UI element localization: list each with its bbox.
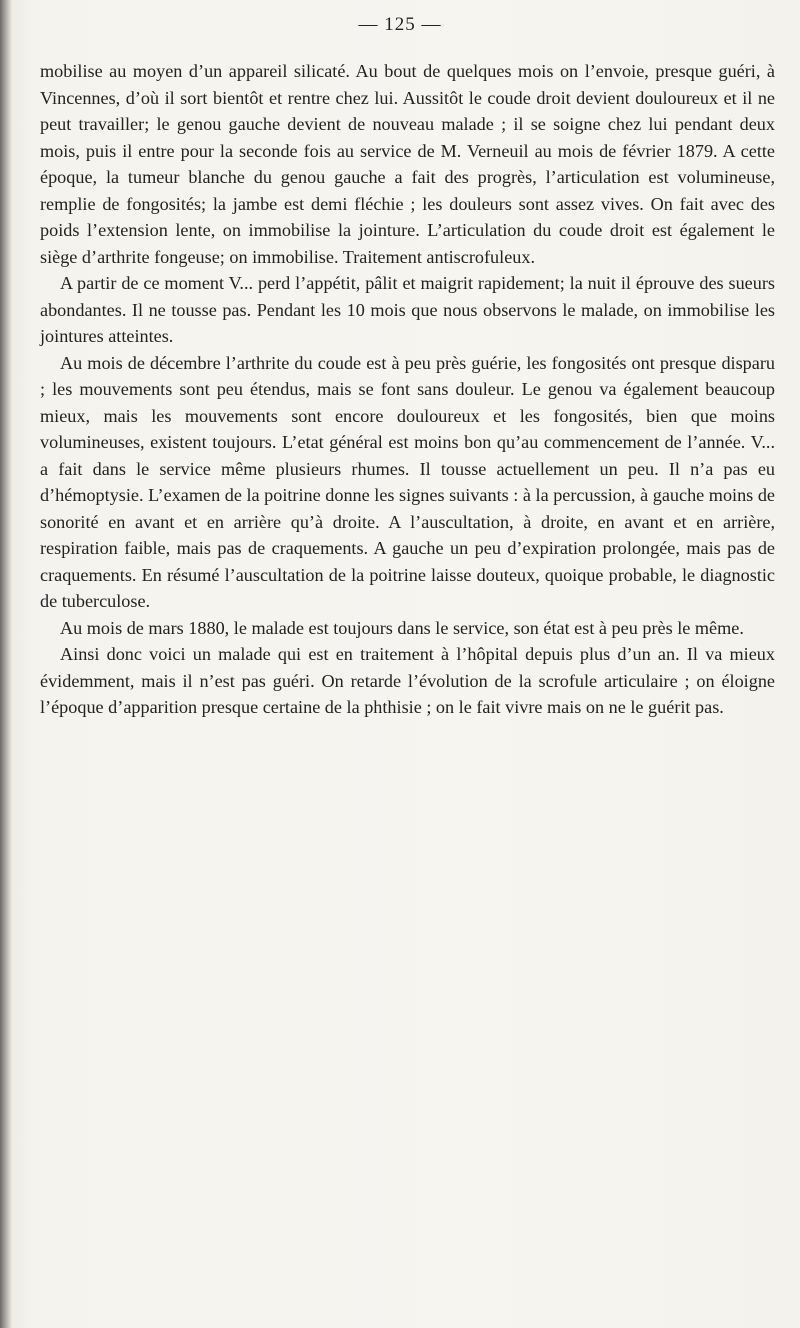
paragraph-3: Au mois de décembre l’arthrite du coude est à peu près guérie, les fongosités ont presque disparu ; les mouvements sont peu étendus, mais se font sans douleur. Le genou va également beaucoup mieux, mais les mouvements sont encore douloureux et les fongosités, bien que moins volumineuses, existent toujours. L’etat général est moins bon qu’au commencement de l’année. V... a fait dans le service même plusieurs rhumes. Il tousse actuellement un peu. Il n’a pas eu d’hémoptysie. L’examen de la poitrine donne les signes suivants : à la percussion, à gauche moins de sonorité en avant et en arrière qu’à droite. A l’auscultation, à droite, en avant et en arrière, respiration faible, mais pas de craquements. A gauche un peu d’expiration prolongée, mais pas de craquements. En résumé l’auscultation de la poitrine laisse douteux, quoique probable, le diagnostic de tuberculose. [40,352,775,611]
paragraph-1: mobilise au moyen d’un appareil silicaté. Au bout de quelques mois on l’envoie, presque guéri, à Vincennes, d’où il sort bientôt et rentre chez lui. Aussitôt le coude droit devient douloureux et il ne peut travailler; le genou gauche devient de nouveau malade ; il se soigne chez lui pendant deux mois, puis il entre pour la seconde fois au service de M. Verneuil au mois de février 1879. A cette époque, la tumeur blanche du genou gauche a fait des progrès, l’articulation est volumineuse, remplie de fongosités; la jambe est demi fléchie ; les douleurs sont assez vives. On fait avec des poids l’extension lente, on immobilise la jointure. L’articulation du coude droit est également le siège d’arthrite fongeuse; on immobilise. Traitement antiscrofuleux. [40,61,775,267]
page-binding-edge [0,0,12,1328]
paragraph-4: Au mois de mars 1880, le malade est toujours dans le service, son état est à peu près le même. [60,617,744,638]
paragraph-2: A partir de ce moment V... perd l’appétit, pâlit et maigrit rapidement; la nuit il éprouve des sueurs abondantes. Il ne tousse pas. Pendant les 10 mois que nous observons le malade, on immobilise les jointures atteintes. [40,273,775,346]
paragraph-5: Ainsi donc voici un malade qui est en traitement à l’hôpital depuis plus d’un an. Il va mieux évidemment, mais il n’est pas guéri. On retarde l’évolution de la scrofule articulaire ; on éloigne l’époque d’apparition presque certaine de la phthisie ; on le fait vivre mais on ne le guérit pas. [40,644,775,717]
body-text [40,58,775,721]
page-number: — 125 — [358,14,442,35]
